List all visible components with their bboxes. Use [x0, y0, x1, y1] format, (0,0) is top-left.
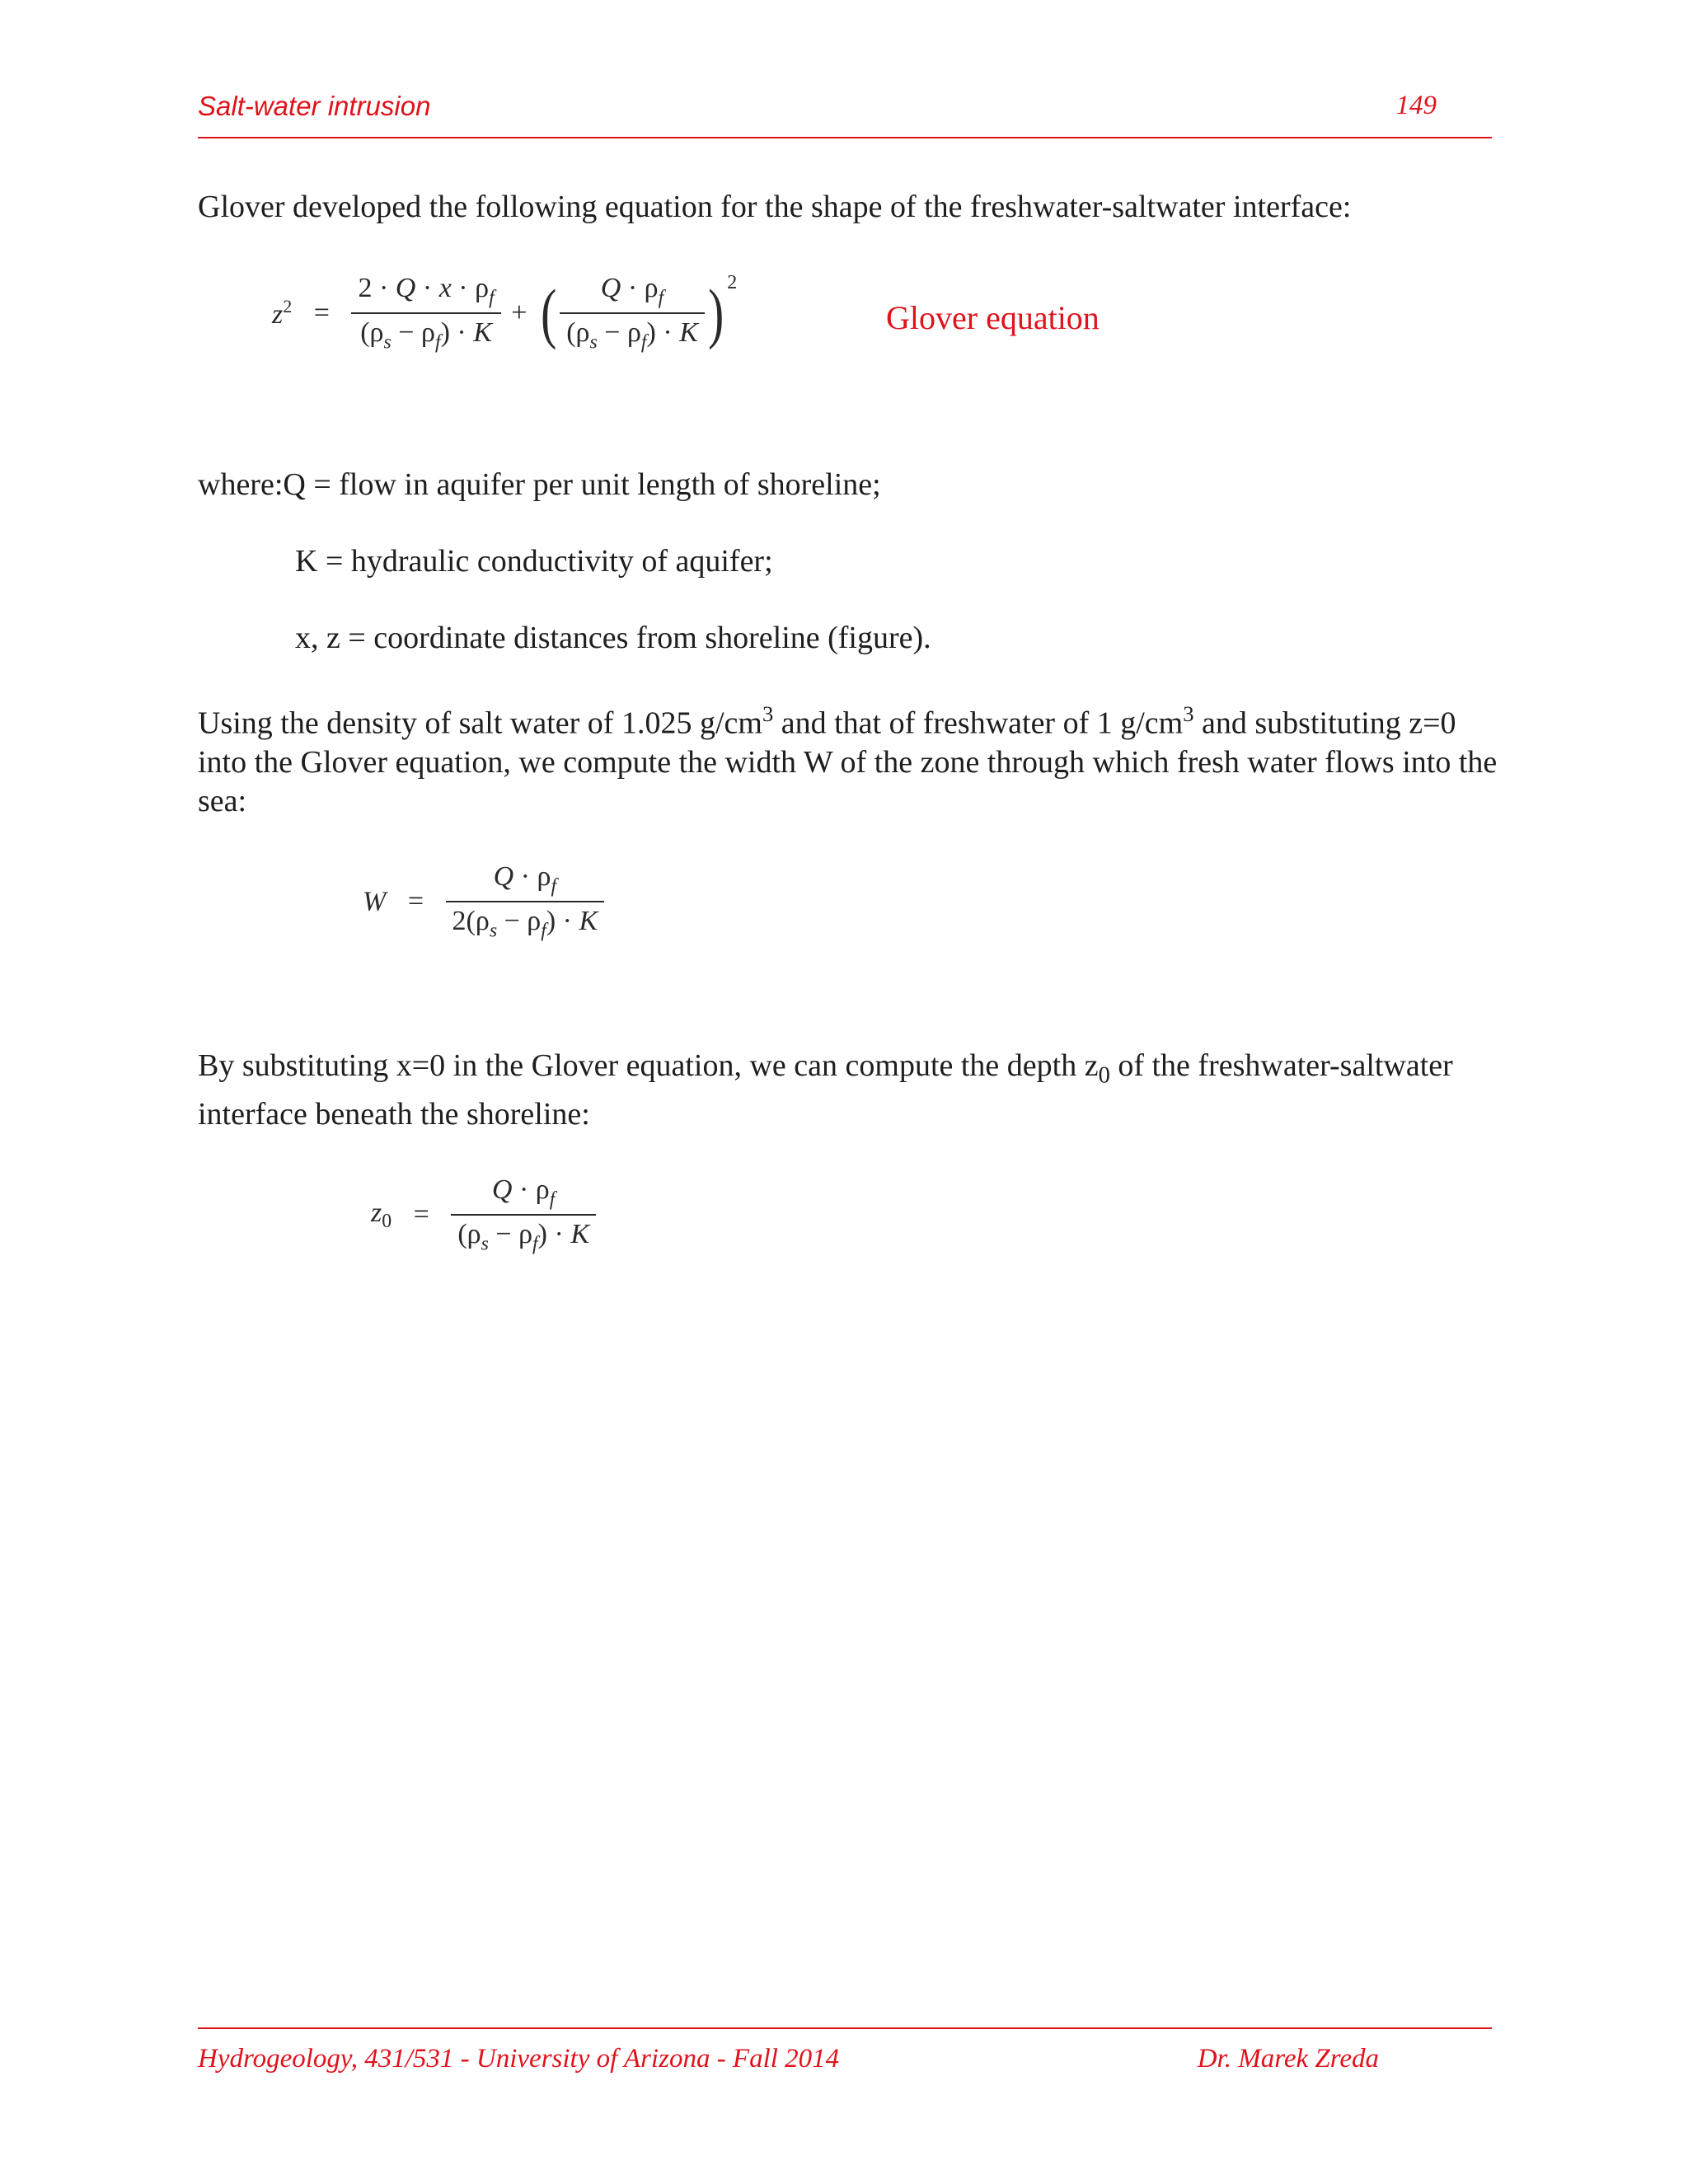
page-number: 149: [1395, 91, 1437, 120]
width-paragraph: Using the density of salt water of 1.025 $g/cm^3$ and that of freshwater of 1 $g/cm^3$ and substituting z=0 into the Glover equation, we compute the width W of the zone through which fresh water flows into the sea:: [198, 701, 1498, 818]
depth-equation: $z_0$ = $\frac{Q \cdot \rho_f}{(\rho_s - \rho_f) \cdot K}$: [371, 1174, 596, 1256]
definition-xz: x, z = coordinate distances from shoreline (figure).: [295, 621, 931, 655]
glover-equation: $z^2$ = $\frac{2 \cdot Q \cdot x \cdot \rho_f}{(\rho_s - \rho_f) \cdot K}$ + ( $\frac{Q \cdot \rho_f}{(\rho_s - \rho_f) \cdot K}$ ) $^2$: [272, 272, 738, 354]
glover-equation-label: Glover equation: [886, 299, 1100, 336]
header-rule: [198, 137, 1492, 138]
width-equation: W = $\frac{Q \cdot \rho_f}{2(\rho_s - \rho_f) \cdot K}$: [363, 861, 604, 943]
footer-course: Hydrogeology, 431/531 - University of Arizona - Fall 2014: [198, 2044, 840, 2074]
running-header-title: Salt-water intrusion: [198, 91, 431, 121]
definition-q: where:Q = flow in aquifer per unit length of shoreline;: [198, 467, 881, 502]
footer-rule: [198, 2027, 1492, 2029]
intro-paragraph: Glover developed the following equation for the shape of the freshwater-saltwater interface:: [198, 190, 1352, 224]
footer-author: Dr. Marek Zreda: [1197, 2044, 1379, 2074]
definition-k: K = hydraulic conductivity of aquifer;: [295, 544, 773, 579]
depth-paragraph: By substituting x=0 in the Glover equation, we can compute the depth $z_0$ of the freshwater-saltwater interface beneath the shoreline:: [198, 1048, 1453, 1132]
